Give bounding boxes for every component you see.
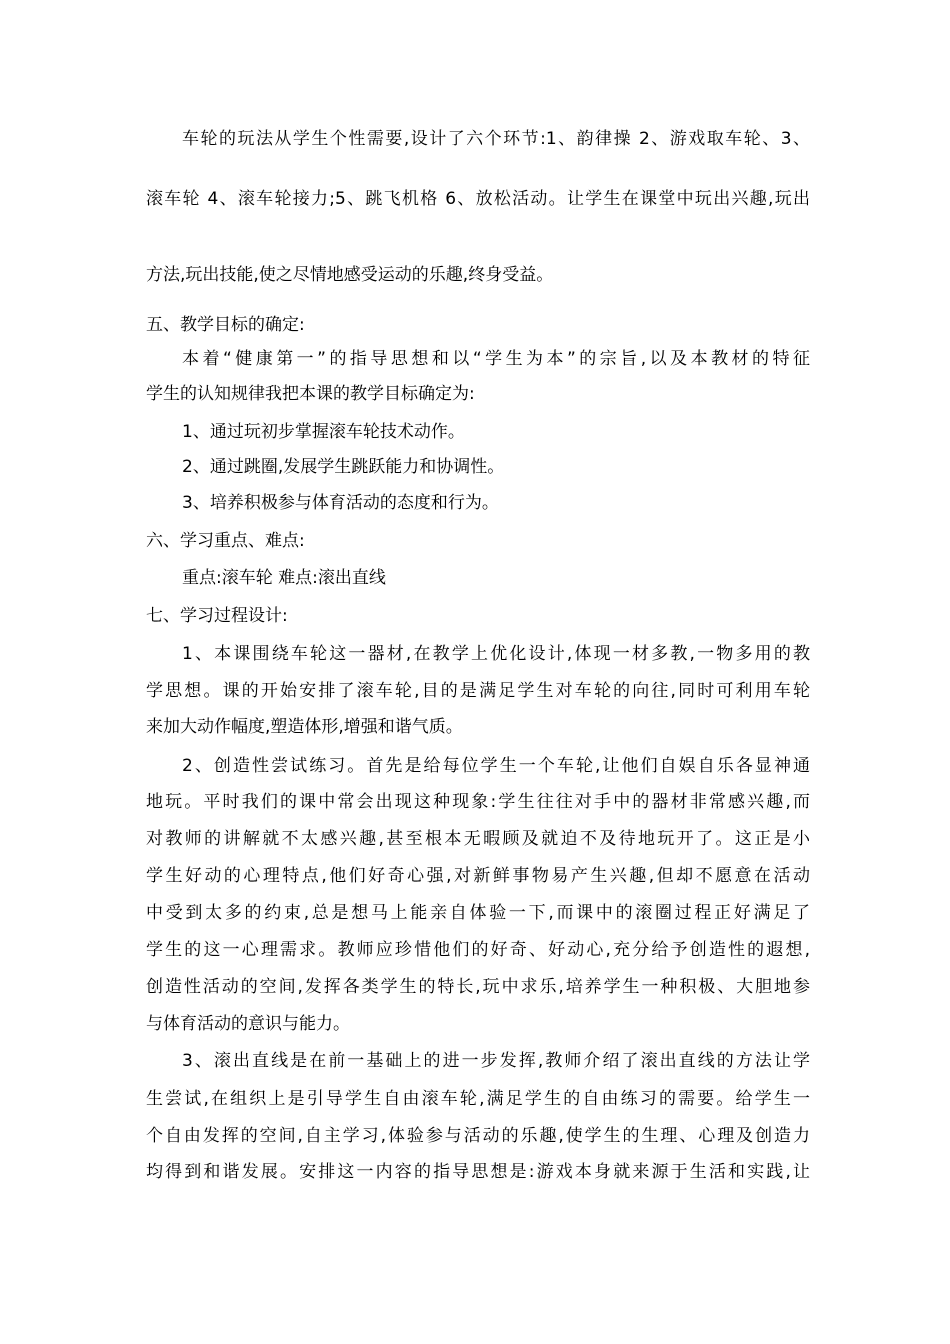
- section5-paragraph-line-2: 学生的认知规律我把本课的教学目标确定为:: [146, 384, 475, 404]
- p2-line-6: 学生的这一心理需求。教师应珍惜他们的好奇、好动心,充分给予创造性的遐想,: [146, 940, 810, 960]
- p2-line-8: 与体育活动的意识与能力。: [146, 1014, 350, 1034]
- p3-line-2: 生尝试,在组织上是引导学生自由滚车轮,满足学生的自由练习的需要。给学生一: [146, 1089, 810, 1109]
- p2-line-5: 中受到太多的约束,总是想马上能亲自体验一下,而课中的滚圈过程正好满足了: [146, 903, 810, 923]
- goal-item-1: 1、通过玩初步掌握滚车轮技术动作。: [182, 422, 465, 442]
- p2-line-7: 创造性活动的空间,发挥各类学生的特长,玩中求乐,培养学生一种积极、大胆地参: [146, 977, 810, 997]
- goal-item-2: 2、通过跳圈,发展学生跳跃能力和协调性。: [182, 457, 505, 477]
- p3-line-4: 均得到和谐发展。安排这一内容的指导思想是:游戏本身就来源于生活和实践,让: [146, 1162, 810, 1182]
- p1-line-2: 学思想。课的开始安排了滚车轮,目的是满足学生对车轮的向往,同时可利用车轮: [146, 681, 810, 701]
- p2-line-3: 对教师的讲解就不太感兴趣,甚至根本无暇顾及就迫不及待地玩开了。这正是小: [146, 829, 810, 849]
- p2-line-1: 2、创造性尝试练习。首先是给每位学生一个车轮,让他们自娱自乐各显神通: [182, 756, 810, 776]
- section5-paragraph-line-1: 本着“健康第一”的指导思想和以“学生为本”的宗旨,以及本教材的特征: [182, 349, 810, 369]
- intro-line-3: 方法,玩出技能,使之尽情地感受运动的乐趣,终身受益。: [146, 265, 554, 285]
- section7-heading: 七、学习过程设计:: [146, 606, 288, 626]
- intro-line-2: 滚车轮 4、滚车轮接力;5、跳飞机格 6、放松活动。让学生在课堂中玩出兴趣,玩出: [146, 189, 810, 209]
- p1-line-1: 1、本课围绕车轮这一器材,在教学上优化设计,体现一材多教,一物多用的教: [182, 644, 810, 664]
- p2-line-2: 地玩。平时我们的课中常会出现这种现象:学生往往对手中的器材非常感兴趣,而: [146, 792, 810, 812]
- intro-line-1: 车轮的玩法从学生个性需要,设计了六个环节:1、韵律操 2、游戏取车轮、3、: [182, 129, 810, 149]
- p3-line-1: 3、滚出直线是在前一基础上的进一步发挥,教师介绍了滚出直线的方法让学: [182, 1051, 810, 1071]
- goal-item-3: 3、培养积极参与体育活动的态度和行为。: [182, 493, 499, 513]
- section6-text: 重点:滚车轮 难点:滚出直线: [182, 568, 386, 588]
- section6-heading: 六、学习重点、难点:: [146, 531, 305, 551]
- p3-line-3: 个自由发挥的空间,自主学习,体验参与活动的乐趣,使学生的生理、心理及创造力: [146, 1126, 810, 1146]
- p2-line-4: 学生好动的心理特点,他们好奇心强,对新鲜事物易产生兴趣,但却不愿意在活动: [146, 866, 810, 886]
- p1-line-3: 来加大动作幅度,塑造体形,增强和谐气质。: [146, 717, 463, 737]
- section5-heading: 五、教学目标的确定:: [146, 315, 305, 335]
